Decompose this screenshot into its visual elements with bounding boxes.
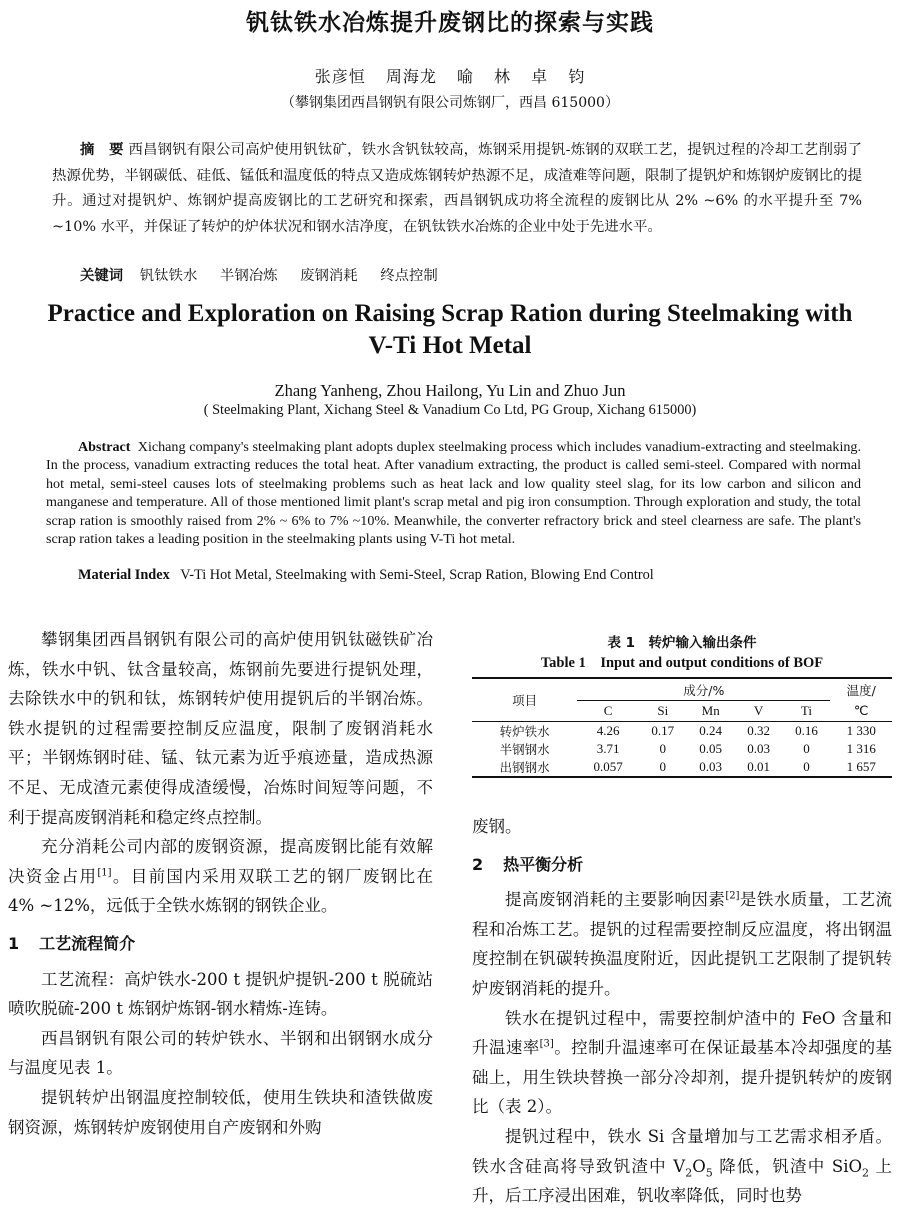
abstract-chinese-text: 西昌钢钒有限公司高炉使用钒钛矿，铁水含钒钛较高，炼钢采用提钒-炼钢的双联工艺，提钒过程的冷却工艺削弱了热源优势，半钢碳低、硅低、锰低和温度低的特点又造成炼钢转炉热源不足，成渣难等问题，限制了提钒炉和炼钢炉废钢比的提升。通过对提钒炉、炼钢炉提高废钢比的工艺研究和探索，西昌钢钒成功将全流程的废钢比从 2% ~6% 的水平提升至 7% ~10% 水平，并保证了转炉的炉体状况和钢水洁净度，在钒钛铁水冶炼的企业中处于先进水平。 xyxy=(52,142,862,235)
abstract-english-text: Xichang company's steelmaking plant adopts duplex steelmaking process which includes vanadium-extracting and steelmaking. In the process, vanadium extracting reduces the total heat. After vanadium extracting, the product is called semi-steel. Compared with normal hot metal, semi-steel causes lots of steelmaking problems such as heat lack and low quality steel slag, for its low carbon and silicon and manganese and temperature. All of those mentioned limit plant's scrap metal and pig iron consumption. Through exploration and study, the total scrap ration is smoothly raised from 2% ~ 6% to 7% ~10%. Meanwhile, the converter refractory brick and steel clearness are safe. The plant's scrap ration takes a leading position in the steelmaking plants using V-Ti hot metal. xyxy=(46,439,861,548)
citation-ref: [1] xyxy=(97,867,112,879)
cell: 0 xyxy=(639,758,687,777)
abstract-english-label: Abstract xyxy=(78,439,131,455)
cell-temp: 1 330 xyxy=(830,722,892,741)
material-index-label: Material Index xyxy=(78,567,170,583)
table-caption-english: Table 1 Input and output conditions of BOF xyxy=(540,655,824,671)
table-row xyxy=(472,740,892,758)
cell-temp: 1 316 xyxy=(846,741,876,756)
cell: 0.17 xyxy=(639,722,687,741)
cell: 3.71 xyxy=(596,741,620,756)
header-si: Si xyxy=(657,703,669,718)
title-english: Practice and Exploration on Raising Scrap Ration during Steelmaking with V-Ti Hot Metal xyxy=(47,300,853,359)
material-index xyxy=(78,567,654,584)
subscript: 5 xyxy=(705,1165,713,1179)
table-row xyxy=(472,722,892,741)
header-c: C xyxy=(603,703,613,718)
keyword-item: 终点控制 xyxy=(380,268,438,284)
header-item: 项目 xyxy=(472,678,577,722)
citation-ref: [2] xyxy=(725,890,740,902)
cell-temp: 1 657 xyxy=(830,758,892,777)
affiliation-english: ( Steelmaking Plant, Xichang Steel & Vanadium Co Ltd, PG Group, Xichang 615000) xyxy=(203,402,697,418)
keywords-chinese-label: 关键词 xyxy=(80,268,124,284)
keywords-chinese xyxy=(80,264,444,285)
paragraph xyxy=(8,832,433,921)
abstract-english xyxy=(46,438,861,548)
cell: 0.057 xyxy=(577,758,639,777)
cell: 0.03 xyxy=(687,758,735,777)
header-composition: 成分/% xyxy=(577,678,830,701)
section-heading-2 xyxy=(472,850,892,880)
paragraph xyxy=(472,885,892,1003)
paragraph: 废钢。 xyxy=(472,817,522,836)
section-title: 热平衡分析 xyxy=(503,854,584,874)
paragraph-text: O xyxy=(692,1156,706,1176)
keyword-item: 半钢冶炼 xyxy=(219,268,278,284)
cell: 0 xyxy=(803,741,810,756)
cell: 0.32 xyxy=(735,722,783,741)
row-label: 出钢钢水 xyxy=(472,758,577,777)
authors-chinese: 张彦恒 周海龙 喻 林 卓 钧 xyxy=(314,67,586,86)
section-number: 1 xyxy=(8,933,20,953)
keyword-item: 钒钛铁水 xyxy=(139,268,198,284)
paragraph xyxy=(472,1122,892,1211)
cell: 0.03 xyxy=(747,741,770,756)
row-label: 转炉铁水 xyxy=(472,722,577,741)
paragraph-text: 铁水在提钒过程中，需要控制炉渣中的 FeO 含量和升温速率 xyxy=(472,1008,892,1058)
authors-english: Zhang Yanheng, Zhou Hailong, Yu Lin and Zhuo Jun xyxy=(274,381,626,400)
paragraph-text: 。目前国内采用双联工艺的钢厂废钢比在 4% ~12%，远低于全铁水炼钢的钢铁企业。 xyxy=(8,866,434,916)
header-v: V xyxy=(753,703,764,718)
cell: 0.16 xyxy=(783,722,831,741)
left-column xyxy=(8,625,433,1142)
header-ti: Ti xyxy=(800,703,813,718)
cell: 0.24 xyxy=(687,722,735,741)
keyword-item: 废钢消耗 xyxy=(300,268,358,284)
paragraph-text: 充分消耗公司内部的废钢资源，提高废钢比能有效解决资金占用 xyxy=(8,837,433,886)
material-index-text: V-Ti Hot Metal, Steelmaking with Semi-Steel, Scrap Ration, Blowing End Control xyxy=(180,567,654,583)
cell: 0.01 xyxy=(735,758,783,777)
paragraph: 工艺流程：高炉铁水-200 t 提钒炉提钒-200 t 脱硫站喷吹脱硫-200 t 炼钢炉炼钢-钢水精炼-连铸。 xyxy=(8,969,433,1019)
title-chinese: 钒钛铁水冶炼提升废钢比的探索与实践 xyxy=(246,10,654,36)
abstract-chinese-label: 摘 要 xyxy=(80,142,124,158)
paragraph: 攀钢集团西昌钢钒有限公司的高炉使用钒钛磁铁矿冶炼，铁水中钒、钛含量较高，炼钢前先要进行提钒处理，去除铁水中的钒和钛，炼钢转炉使用提钒后的半钢冶炼。铁水提钒的过程需要控制反应温度，限制了废钢消耗水平；半钢炼钢时硅、锰、钛元素为近乎痕迹量，造成热源不足、无成渣元素使得成渣缓慢，冶炼时间短等问题，不利于提高废钢消耗和稳定终点控制。 xyxy=(8,630,433,827)
subscript: 2 xyxy=(862,1165,870,1179)
right-column xyxy=(472,812,892,1211)
paragraph: 提钒转炉出钢温度控制较低，使用生铁块和渣铁做废钢资源，炼钢转炉废钢使用自产废钢和外购 xyxy=(8,1087,433,1137)
paragraph-text: 提高废钢消耗的主要影响因素 xyxy=(505,890,726,910)
paragraph-text: 降低，钒渣中 SiO xyxy=(712,1156,863,1176)
row-label: 半钢钢水 xyxy=(499,742,550,757)
paragraph xyxy=(472,1004,892,1122)
header-temperature: 温度/ xyxy=(830,678,892,701)
table-caption-chinese: 表 1 转炉输入输出条件 xyxy=(607,635,757,651)
citation-ref: [3] xyxy=(539,1038,554,1050)
table-row xyxy=(472,758,892,777)
affiliation-chinese: （攀钢集团西昌钢钒有限公司炼钢厂，西昌 615000） xyxy=(281,95,619,111)
section-heading-1 xyxy=(8,929,433,959)
section-number: 2 xyxy=(472,854,484,874)
paragraph-text: 上升，后工序浸出困难，钒收率降低，同时也势 xyxy=(472,1156,892,1206)
paragraph-text: 。控制升温速率可在保证最基本冷却强度的基础上，用生铁块替换一部分冷却剂，提升提钒转炉的废钢比（表 2）。 xyxy=(472,1038,893,1117)
cell: 0 xyxy=(659,741,667,756)
header-mn: Mn xyxy=(701,703,720,718)
paragraph-text: 提钒过程中，铁水 Si 含量增加与工艺需求相矛盾。铁水含硅高将导致钒渣中 V xyxy=(472,1126,892,1176)
paragraph-text: 是铁水质量，工艺流程和冶炼工艺。提钒的过程需要控制反应温度，将出钢温度控制在钒碳转换温度附近，因此提钒工艺限制了提钒转炉废钢消耗的提升。 xyxy=(472,890,893,998)
header-temperature-unit: ℃ xyxy=(853,702,869,718)
subscript: 2 xyxy=(685,1165,693,1179)
section-title: 工艺流程简介 xyxy=(39,933,136,953)
abstract-chinese xyxy=(52,138,862,240)
table-1 xyxy=(472,633,892,778)
cell: 4.26 xyxy=(577,722,639,741)
bof-conditions-table xyxy=(472,677,892,778)
cell: 0 xyxy=(783,758,831,777)
paragraph: 西昌钢钒有限公司的转炉铁水、半钢和出钢钢水成分与温度见表 1。 xyxy=(8,1028,433,1078)
cell: 0.05 xyxy=(699,741,723,756)
